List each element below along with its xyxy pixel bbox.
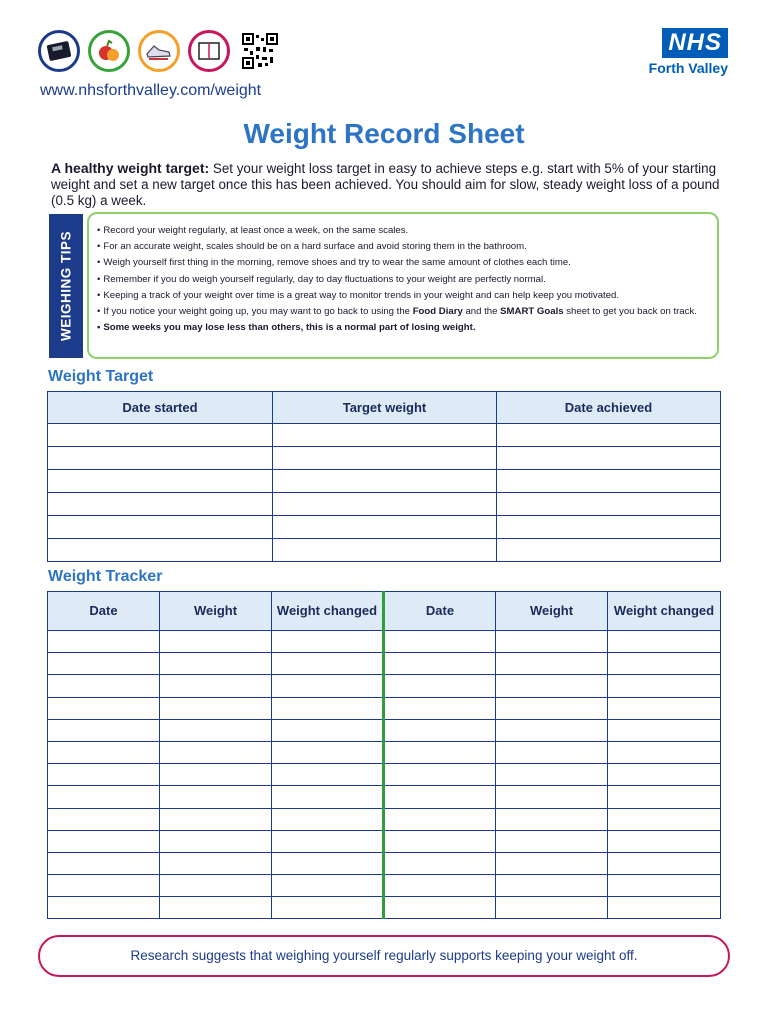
shoes-icon bbox=[138, 30, 180, 72]
table-row bbox=[48, 493, 721, 516]
weight-tracker-heading: Weight Tracker bbox=[48, 568, 163, 585]
intro-paragraph bbox=[51, 160, 723, 209]
entry-cell[interactable] bbox=[608, 897, 721, 919]
tip-item-text: If you notice your weight going up, you may want to go back to using the bbox=[103, 306, 413, 318]
table-row bbox=[48, 808, 721, 830]
entry-cell[interactable] bbox=[497, 447, 721, 470]
entry-cell[interactable] bbox=[273, 493, 497, 516]
entry-cell[interactable] bbox=[160, 764, 272, 786]
entry-cell[interactable] bbox=[272, 697, 384, 719]
entry-cell[interactable] bbox=[384, 764, 496, 786]
entry-cell[interactable] bbox=[496, 897, 608, 919]
entry-cell[interactable] bbox=[160, 697, 272, 719]
entry-cell[interactable] bbox=[272, 764, 384, 786]
entry-cell[interactable] bbox=[160, 741, 272, 763]
entry-cell[interactable] bbox=[273, 516, 497, 539]
table-row bbox=[48, 852, 721, 874]
entry-cell[interactable] bbox=[48, 786, 160, 808]
entry-cell[interactable] bbox=[608, 631, 721, 653]
entry-cell[interactable] bbox=[48, 719, 160, 741]
entry-cell[interactable] bbox=[160, 852, 272, 874]
entry-cell[interactable] bbox=[384, 830, 496, 852]
entry-cell[interactable] bbox=[48, 447, 273, 470]
nhs-logo-mark: NHS bbox=[662, 28, 728, 58]
entry-cell[interactable] bbox=[496, 653, 608, 675]
entry-cell[interactable] bbox=[48, 808, 160, 830]
entry-cell[interactable] bbox=[384, 675, 496, 697]
entry-cell[interactable] bbox=[496, 764, 608, 786]
entry-cell[interactable] bbox=[272, 852, 384, 874]
entry-cell[interactable] bbox=[48, 764, 160, 786]
entry-cell[interactable] bbox=[608, 852, 721, 874]
tip-item: • Remember if you do weigh yourself regularly, day to day fluctuations to your weight are perfectly normal. bbox=[97, 272, 709, 288]
column-header: Date bbox=[48, 592, 160, 631]
entry-cell[interactable] bbox=[496, 830, 608, 852]
entry-cell[interactable] bbox=[496, 741, 608, 763]
entry-cell[interactable] bbox=[272, 897, 384, 919]
entry-cell[interactable] bbox=[384, 786, 496, 808]
entry-cell[interactable] bbox=[496, 875, 608, 897]
research-banner: Research suggests that weighing yourself regularly supports keeping your weight off. bbox=[38, 935, 730, 977]
tip-item bbox=[97, 304, 709, 320]
page-title: Weight Record Sheet bbox=[243, 118, 525, 149]
tip-item: • Weigh yourself first thing in the morning, remove shoes and try to wear the same amount of clothes each time. bbox=[97, 255, 709, 271]
scales-icon bbox=[38, 30, 80, 72]
entry-cell[interactable] bbox=[384, 697, 496, 719]
tip-item: • For an accurate weight, scales should be on a hard surface and avoid storing them in the bathroom. bbox=[97, 239, 709, 255]
entry-cell[interactable] bbox=[160, 830, 272, 852]
entry-cell[interactable] bbox=[48, 470, 273, 493]
entry-cell[interactable] bbox=[48, 852, 160, 874]
table-row bbox=[48, 424, 721, 447]
website-url[interactable]: www.nhsforthvalley.com/weight bbox=[40, 82, 262, 99]
entry-cell[interactable] bbox=[160, 653, 272, 675]
column-header: Date achieved bbox=[497, 392, 721, 424]
entry-cell[interactable] bbox=[273, 424, 497, 447]
table-row bbox=[48, 653, 721, 675]
tip-item-text: and the bbox=[462, 306, 501, 318]
entry-cell[interactable] bbox=[608, 786, 721, 808]
nhs-logo bbox=[638, 28, 728, 76]
entry-cell[interactable] bbox=[496, 675, 608, 697]
entry-cell[interactable] bbox=[384, 741, 496, 763]
entry-cell[interactable] bbox=[272, 808, 384, 830]
entry-cell[interactable] bbox=[496, 631, 608, 653]
table-row bbox=[48, 741, 721, 763]
weighing-tips-box bbox=[87, 212, 719, 359]
entry-cell[interactable] bbox=[48, 493, 273, 516]
table-row bbox=[48, 786, 721, 808]
entry-cell[interactable] bbox=[384, 719, 496, 741]
entry-cell[interactable] bbox=[384, 852, 496, 874]
entry-cell[interactable] bbox=[160, 675, 272, 697]
entry-cell[interactable] bbox=[272, 719, 384, 741]
entry-cell[interactable] bbox=[384, 897, 496, 919]
entry-cell[interactable] bbox=[160, 719, 272, 741]
fruit-icon bbox=[88, 30, 130, 72]
entry-cell[interactable] bbox=[608, 675, 721, 697]
smart-goals-link: SMART Goals bbox=[500, 306, 564, 318]
weighing-tips-tab bbox=[49, 214, 83, 358]
entry-cell[interactable] bbox=[272, 741, 384, 763]
entry-cell[interactable] bbox=[384, 631, 496, 653]
entry-cell[interactable] bbox=[160, 631, 272, 653]
entry-cell[interactable] bbox=[608, 653, 721, 675]
column-header: Weight bbox=[496, 592, 608, 631]
intro-text: Set your weight loss target in easy to achieve steps e.g. start with 5% of your starting weight and set a new target once this has been achieved. You should aim for slow, steady weight loss of a pound (0.5 kg) a week. bbox=[51, 161, 720, 208]
entry-cell[interactable] bbox=[272, 675, 384, 697]
table-row bbox=[48, 470, 721, 493]
tips-list bbox=[97, 223, 709, 336]
entry-cell[interactable] bbox=[48, 897, 160, 919]
column-header: Date bbox=[384, 592, 496, 631]
entry-cell[interactable] bbox=[48, 424, 273, 447]
entry-cell[interactable] bbox=[48, 653, 160, 675]
qr-code-icon[interactable] bbox=[242, 33, 278, 69]
entry-cell[interactable] bbox=[160, 897, 272, 919]
entry-cell[interactable] bbox=[160, 808, 272, 830]
entry-cell[interactable] bbox=[48, 516, 273, 539]
entry-cell[interactable] bbox=[608, 875, 721, 897]
entry-cell[interactable] bbox=[48, 875, 160, 897]
column-header: Target weight bbox=[273, 392, 497, 424]
diary-icon bbox=[188, 30, 230, 72]
table-row bbox=[48, 897, 721, 919]
entry-cell[interactable] bbox=[608, 719, 721, 741]
tip-item: • Keeping a track of your weight over time is a great way to monitor trends in your weight and can help keep you motivated. bbox=[97, 288, 709, 304]
entry-cell[interactable] bbox=[608, 764, 721, 786]
entry-cell[interactable] bbox=[272, 875, 384, 897]
column-header: Weight bbox=[160, 592, 272, 631]
table-row bbox=[48, 719, 721, 741]
entry-cell[interactable] bbox=[496, 808, 608, 830]
header-icons bbox=[38, 30, 278, 72]
weight-tracker-table bbox=[47, 591, 721, 919]
intro-label: A healthy weight target: bbox=[51, 160, 210, 176]
entry-cell[interactable] bbox=[496, 719, 608, 741]
weight-target-table bbox=[47, 391, 721, 562]
entry-cell[interactable] bbox=[48, 697, 160, 719]
entry-cell[interactable] bbox=[497, 539, 721, 562]
entry-cell[interactable] bbox=[273, 447, 497, 470]
entry-cell[interactable] bbox=[496, 852, 608, 874]
tip-item-text: sheet to get you back on track. bbox=[563, 306, 697, 318]
entry-cell[interactable] bbox=[272, 631, 384, 653]
entry-cell[interactable] bbox=[273, 470, 497, 493]
entry-cell[interactable] bbox=[608, 697, 721, 719]
table-row bbox=[48, 675, 721, 697]
table-row bbox=[48, 764, 721, 786]
entry-cell[interactable] bbox=[608, 830, 721, 852]
food-diary-link: Food Diary bbox=[412, 306, 463, 318]
entry-cell[interactable] bbox=[496, 697, 608, 719]
entry-cell[interactable] bbox=[272, 830, 384, 852]
entry-cell[interactable] bbox=[384, 653, 496, 675]
table-row bbox=[48, 631, 721, 653]
table-row bbox=[48, 875, 721, 897]
column-header: Date started bbox=[48, 392, 273, 424]
entry-cell[interactable] bbox=[272, 653, 384, 675]
entry-cell[interactable] bbox=[608, 808, 721, 830]
entry-cell[interactable] bbox=[160, 875, 272, 897]
entry-cell[interactable] bbox=[497, 516, 721, 539]
entry-cell[interactable] bbox=[272, 786, 384, 808]
entry-cell[interactable] bbox=[160, 786, 272, 808]
table-row bbox=[48, 830, 721, 852]
entry-cell[interactable] bbox=[48, 631, 160, 653]
column-header: Weight changed bbox=[608, 592, 721, 631]
table-row bbox=[48, 539, 721, 562]
entry-cell[interactable] bbox=[384, 808, 496, 830]
table-row bbox=[48, 516, 721, 539]
entry-cell[interactable] bbox=[48, 830, 160, 852]
table-row bbox=[48, 697, 721, 719]
entry-cell[interactable] bbox=[608, 741, 721, 763]
weight-target-heading: Weight Target bbox=[48, 368, 154, 385]
entry-cell[interactable] bbox=[48, 675, 160, 697]
entry-cell[interactable] bbox=[497, 424, 721, 447]
tip-item-final: • Some weeks you may lose less than others, this is a normal part of losing weight. bbox=[97, 320, 709, 336]
nhs-logo-name: Forth Valley bbox=[648, 60, 728, 76]
weighing-tips-label: WEIGHING TIPS bbox=[58, 230, 74, 342]
entry-cell[interactable] bbox=[48, 539, 273, 562]
tip-item: • Record your weight regularly, at least once a week, on the same scales. bbox=[97, 223, 709, 239]
entry-cell[interactable] bbox=[48, 741, 160, 763]
column-header: Weight changed bbox=[272, 592, 384, 631]
entry-cell[interactable] bbox=[273, 539, 497, 562]
entry-cell[interactable] bbox=[496, 786, 608, 808]
table-row bbox=[48, 447, 721, 470]
entry-cell[interactable] bbox=[384, 875, 496, 897]
entry-cell[interactable] bbox=[497, 470, 721, 493]
entry-cell[interactable] bbox=[497, 493, 721, 516]
